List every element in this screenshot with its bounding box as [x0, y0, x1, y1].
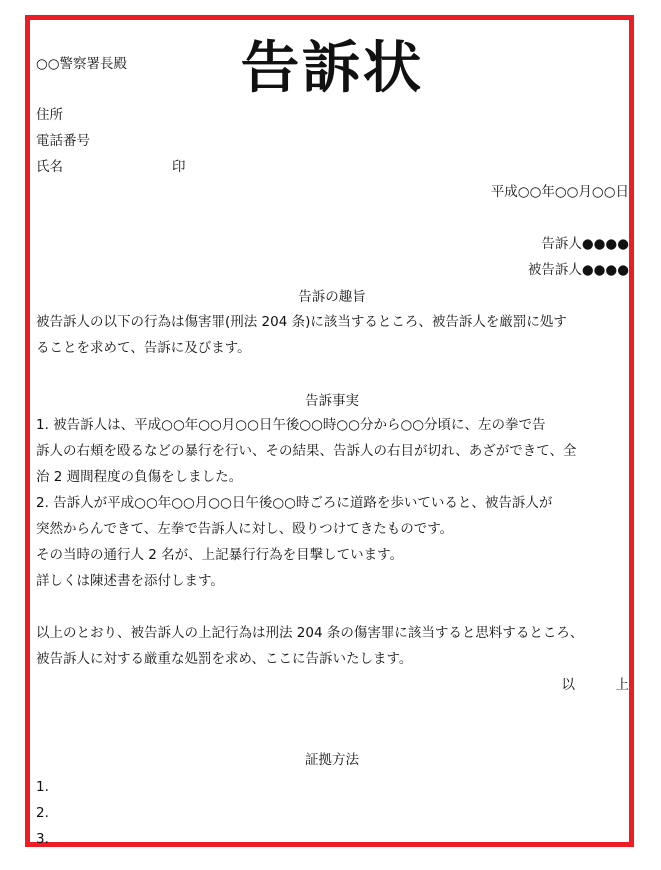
evidence-heading: 証拠方法 — [305, 752, 359, 768]
purpose-line: ることを求めて、告訴に及びます。 — [36, 340, 251, 356]
complainant: 告訴人●●●● — [541, 236, 629, 252]
purpose-line: 被告訴人の以下の行為は傷害罪(刑法 204 条)に該当するところ、被告訴人を厳罰に処す — [36, 314, 567, 330]
addressee: ○○警察署長殿 — [36, 56, 128, 72]
evidence-item: 3. — [36, 831, 49, 847]
document-title: 告訴状 — [240, 36, 424, 101]
facts-line: 2. 告訴人が平成○○年○○月○○日午後○○時ごろに道路を歩いていると、被告訴人が — [36, 495, 553, 511]
name-label: 氏名 — [36, 159, 63, 175]
phone-label: 電話番号 — [36, 133, 90, 149]
purpose-heading: 告訴の趣旨 — [298, 289, 366, 305]
accused: 被告訴人●●●● — [527, 262, 629, 278]
evidence-item: 2. — [36, 805, 49, 821]
seal-mark: 印 — [172, 159, 186, 175]
facts-line: 1. 被告訴人は、平成○○年○○月○○日午後○○時○○分から○○分頃に、左の拳で告 — [36, 417, 546, 433]
facts-line: 突然からんできて、左拳で告訴人に対し、殴りつけてきたものです。 — [36, 521, 454, 537]
evidence-item: 1. — [36, 779, 49, 795]
conclusion-line: 被告訴人に対する厳重な処罰を求め、ここに告訴いたします。 — [36, 651, 413, 667]
facts-heading: 告訴事実 — [305, 393, 359, 409]
facts-line: 訴人の右頬を殴るなどの暴行を行い、その結果、告訴人の右目が切れ、あざができて、全 — [36, 443, 577, 459]
conclusion-line: 以上のとおり、被告訴人の上記行為は刑法 204 条の傷害罪に該当すると思料するところ、 — [36, 625, 584, 641]
document-date: 平成○○年○○月○○日 — [490, 184, 629, 200]
address-label: 住所 — [36, 107, 63, 123]
closing-mark: 以 上 — [561, 677, 629, 693]
facts-line: 詳しくは陳述書を添付します。 — [36, 573, 224, 589]
facts-line: 治 2 週間程度の負傷をしました。 — [36, 469, 243, 485]
facts-line: その当時の通行人 2 名が、上記暴行行為を目撃しています。 — [36, 547, 404, 563]
